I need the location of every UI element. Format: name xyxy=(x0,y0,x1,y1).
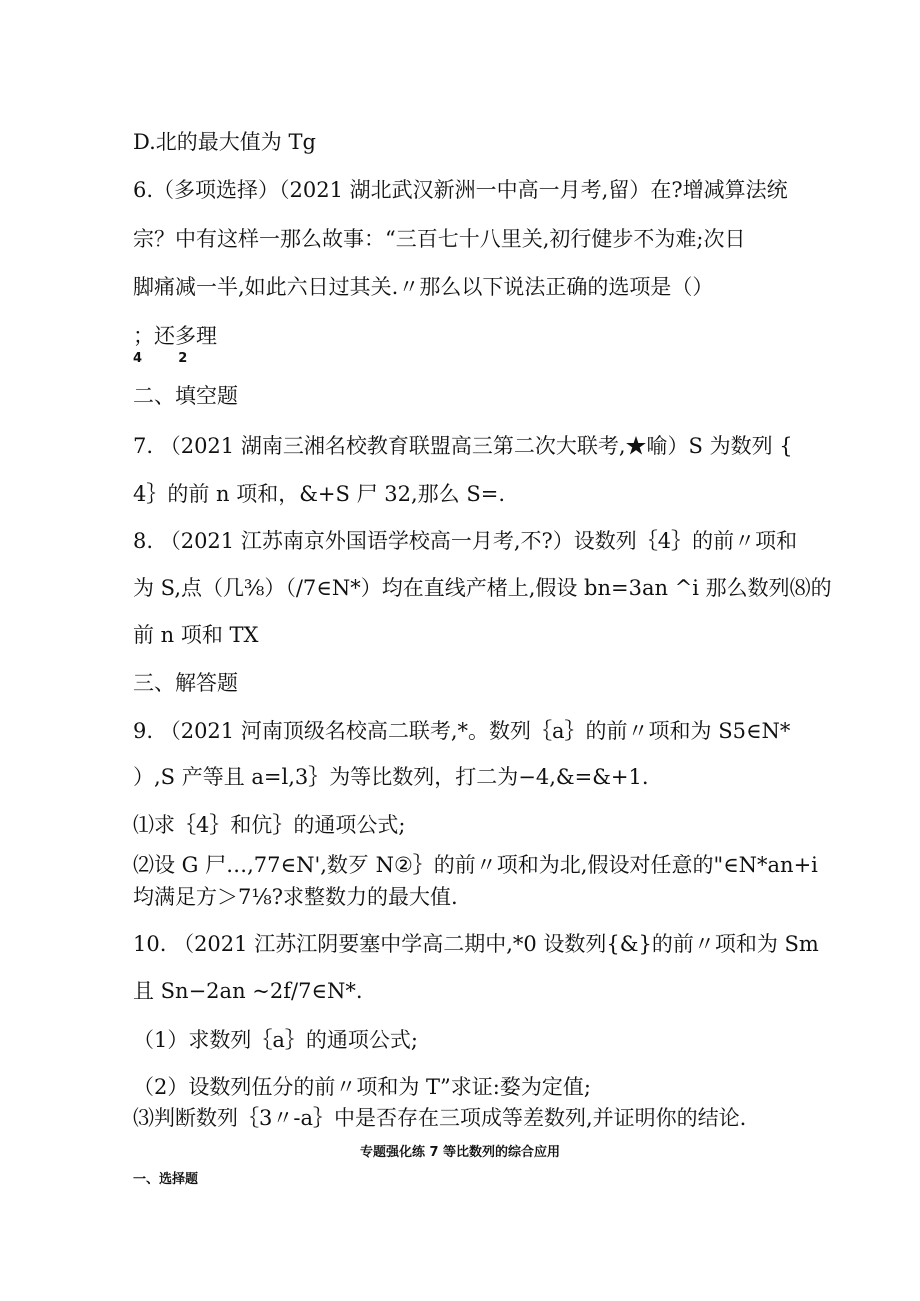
text-line: 7. （2021 湖南三湘名校教育联盟高三第二次大联考,★喻）S 为数列 { xyxy=(133,434,793,458)
text-line: 6.（多项选择）（2021 湖北武汉新洲一中高一月考,留）在?增减算法统 xyxy=(133,178,788,202)
text-line: （2）设数列伍分的前〃项和为 T”求证:婺为定值; xyxy=(133,1075,591,1099)
text-line: ⑵设 G 尸…,77∈N',数歹 N②｝的前〃项和为北,假设对任意的"∈N*an+i xyxy=(133,853,818,877)
text-line: 且 Sn−2an ~2f/7∈N*. xyxy=(133,979,363,1003)
text-line: 前 n 项和 TX xyxy=(133,623,259,647)
text-line: ）,S 产等且 a=l,3｝为等比数列，打二为−4,&=&+1. xyxy=(133,765,649,789)
text-line: D.北的最大值为 Tg xyxy=(133,130,316,154)
text-line: 8. （2021 江苏南京外国语学校高一月考,不?）设数列｛4｝的前〃项和 xyxy=(133,529,798,553)
text-line: （1）求数列｛a｝的通项公式; xyxy=(133,1028,418,1052)
section-heading: 二、填空题 xyxy=(133,384,238,408)
text-line: 均满足方＞7⅛?求整数力的最大值. xyxy=(133,885,458,909)
section-title: 专题强化练 7 等比数列的综合应用 xyxy=(359,1145,561,1160)
text-line: 宗？中有这样一那么故事：“三百七十八里关,初行健步不为难;次日 xyxy=(133,227,746,251)
text-line: 脚痛减一半,如此六日过其关.〃那么以下说法正确的选项是（） xyxy=(133,275,714,299)
text-line: ⑴求｛4｝和伉｝的通项公式; xyxy=(133,813,406,837)
section-subtitle: 一、选择题 xyxy=(133,1172,199,1187)
text-line-fraction: 4 2 xyxy=(133,351,188,366)
text-line: 为 S,点（几⅜）（/7∈N*）均在直线产楮上,假设 bn=3an ^i 那么数列⑻的 xyxy=(133,576,832,600)
text-line: 10. （2021 江苏江阴要塞中学高二期中,*0 设数列{&}的前〃项和为 Sm xyxy=(133,932,819,956)
section-heading: 三、解答题 xyxy=(133,671,238,695)
text-line: ⑶判断数列｛3〃-a｝中是否存在三项成等差数列,并证明你的结论. xyxy=(133,1106,747,1130)
text-line: 4｝的前 n 项和，&+S 尸 32,那么 S=. xyxy=(133,482,505,506)
text-line: ；还多理 xyxy=(133,324,217,348)
text-line: 9. （2021 河南顶级名校高二联考,*。数列｛a｝的前〃项和为 S5∈N* xyxy=(133,719,791,743)
